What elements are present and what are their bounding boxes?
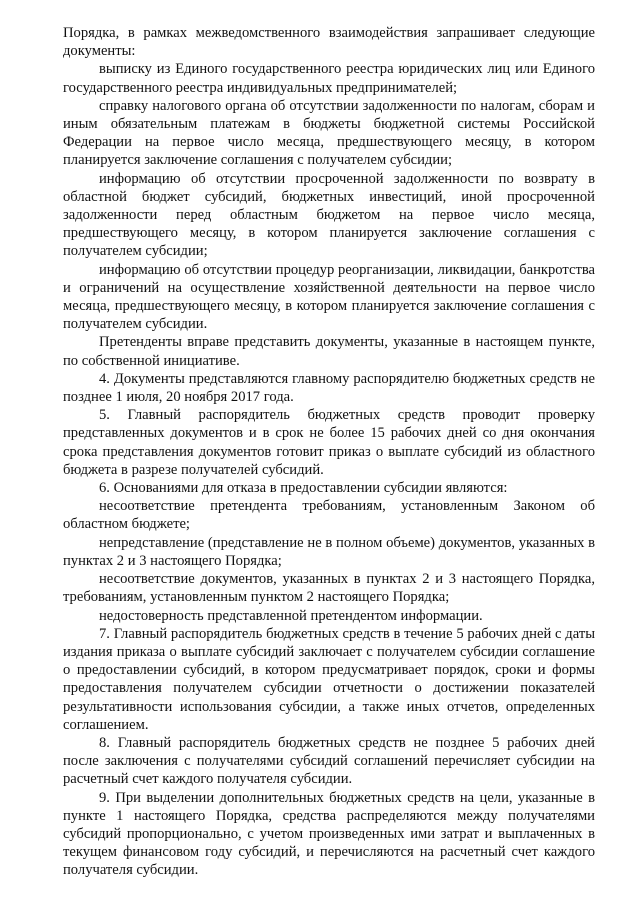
clause-9: 9. При выделении дополнительных бюджетных средств на цели, указанные в пункте 1 настоящего Порядка, средства распределяются между получателями субсидий пропорционально, с учетом произведенных ими затрат и выплаченных в текущем финансовом году субсидий, и перечисляются на расчетный счет каждого получателя субсидии. xyxy=(63,789,595,879)
clause-6: 6. Основаниями для отказа в предоставлении субсидии являются: xyxy=(99,480,508,497)
clause-5: 5. Главный распорядитель бюджетных средств проводит проверку представленных документов и в срок не более 15 рабочих дней со дня окончания срока представления документов готовит приказ о выплате субсидий из областного бюджета в разрезе получателей субсидий. xyxy=(63,407,595,478)
clause-8: 8. Главный распорядитель бюджетных средств не позднее 5 рабочих дней после заключения с получателями субсидий соглашений перечисляет субсидии на расчетный счет каждого получателя субсидии. xyxy=(63,734,595,788)
refusal-reason-3: несоответствие документов, указанных в пунктах 2 и 3 настоящего Порядка, требованиям, установленным пунктом 2 настоящего Порядка; xyxy=(63,571,595,606)
paragraph-tax-certificate: справку налогового органа об отсутствии задолженности по налогам, сборам и иным обязательным платежам в бюджеты бюджетной системы Российской Федерации на первое число месяца, предшествующего месяцу, в котором планируется заключение соглашения с получателем субсидии; xyxy=(63,97,595,169)
clause-4: 4. Документы представляются главному распорядителю бюджетных средств не позднее 1 июля, 20 ноября 2017 года. xyxy=(63,370,595,406)
paragraph-egrul-extract: выписку из Единого государственного реестра юридических лиц или Единого государственного реестра индивидуальных предпринимателей; xyxy=(63,61,595,96)
paragraph-overdue-debt-info: информацию об отсутствии просроченной задолженности по возврату в областной бюджет субсидий, бюджетных инвестиций, иной просроченной задолженности перед областным бюджетом на первое число месяца, предшествующего месяцу, в котором планируется заключение соглашения с получателем субсидии; xyxy=(63,170,595,260)
refusal-reason-1: несоответствие претендента требованиям, установленным Законом об областном бюджете; xyxy=(63,498,595,533)
paragraph-reorganization-info: информацию об отсутствии процедур реорганизации, ликвидации, банкротства и ограничений на осуществление хозяйственной деятельности на первое число месяца, предшествующего месяцу, в котором планируется заключение соглашения с получателем субсидии. xyxy=(63,261,595,333)
clause-7: 7. Главный распорядитель бюджетных средств в течение 5 рабочих дней с даты издания приказа о выплате субсидий заключает с получателем субсидии соглашение о предоставлении субсидий, в котором предусматривает порядок, сроки и формы предоставления получателем субсидии отчетности о достижении показателей результативности использования субсидии, а также иных отчетов, определенных соглашением. xyxy=(63,625,595,733)
paragraph-continuation: Порядка, в рамках межведомственного взаимодействия запрашивает следующие документы: xyxy=(63,25,595,60)
refusal-reason-4: недостоверность представленной претендентом информации. xyxy=(99,607,483,624)
refusal-reason-2: непредставление (представление не в полном объеме) документов, указанных в пунктах 2 и 3 настоящего Порядка; xyxy=(63,534,595,569)
paragraph-own-initiative: Претенденты вправе представить документы, указанные в настоящем пункте, по собственной инициативе. xyxy=(63,334,595,369)
document-page xyxy=(63,24,595,880)
